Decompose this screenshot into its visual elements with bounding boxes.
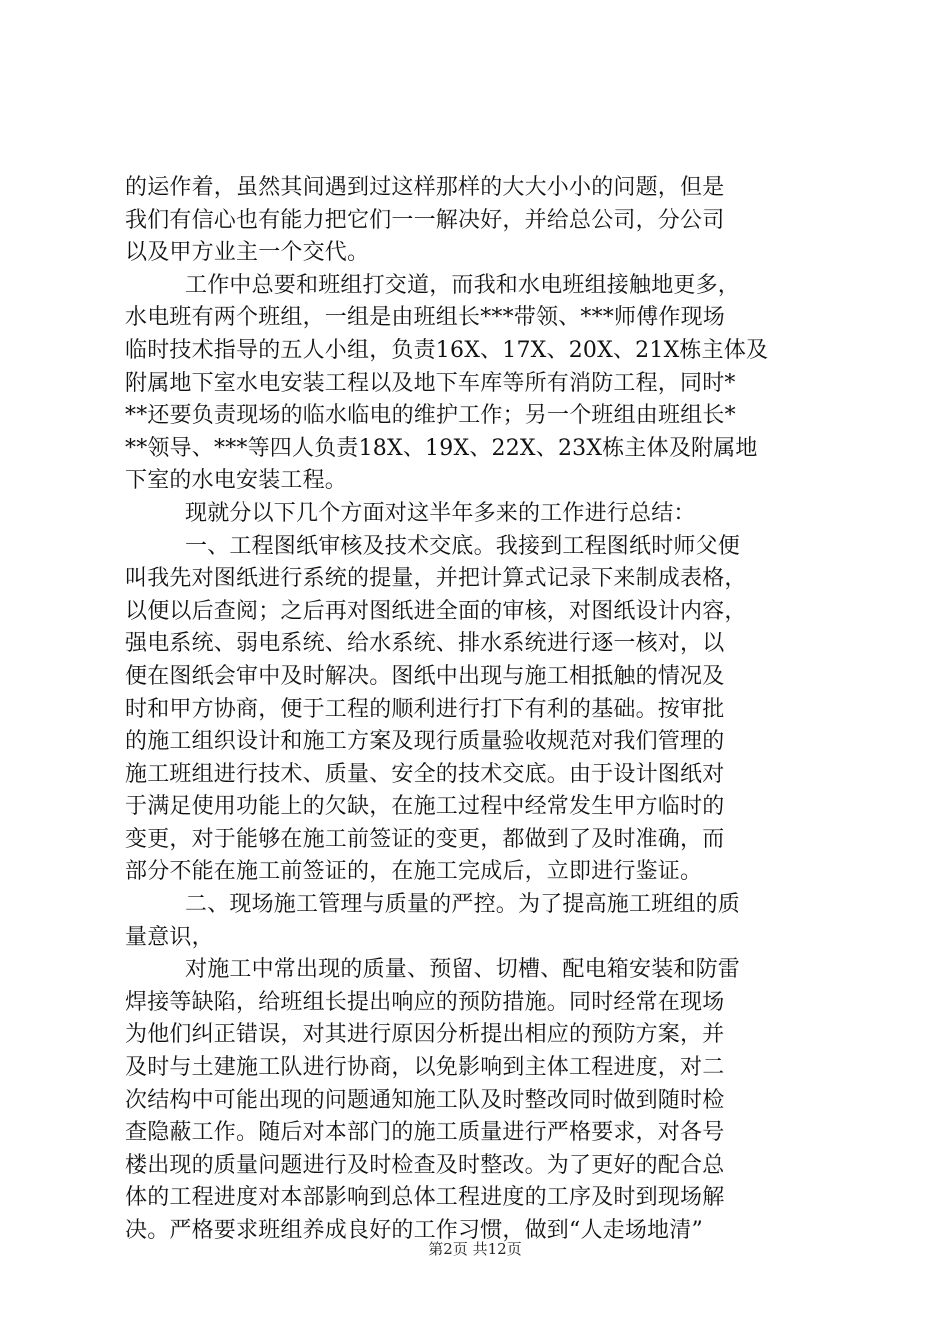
text-line: 体的工程进度对本部影响到总体工程进度的工序及时到现场解 (125, 1185, 725, 1211)
text-line: 临时技术指导的五人小组，负责16X、17X、20X、21X栋主体及 (125, 337, 769, 363)
body-text (125, 172, 837, 1248)
text-line: 二、现场施工管理与质量的严控。为了提高施工班组的质 (185, 892, 741, 918)
text-line: 楼出现的质量问题进行及时检查及时整改。为了更好的配合总 (125, 1152, 725, 1178)
text-line: 以便以后查阅；之后再对图纸进全面的审核，对图纸设计内容， (125, 598, 747, 624)
text-line: 次结构中可能出现的问题通知施工队及时整改同时做到随时检 (125, 1087, 725, 1113)
text-line: **还要负责现场的临水临电的维护工作；另一个班组由班组长* (125, 403, 736, 429)
text-line: 及时与土建施工队进行协商，以免影响到主体工程进度，对二 (125, 1055, 725, 1081)
text-line: 决。严格要求班组养成良好的工作习惯，做到“人走场地清” (125, 1218, 703, 1243)
text-line: 为他们纠正错误，对其进行原因分析提出相应的预防方案，并 (125, 1022, 725, 1048)
text-line: 的运作着，虽然其间遇到过这样那样的大大小小的问题，但是 (125, 175, 725, 200)
text-line: 附属地下室水电安装工程以及地下车库等所有消防工程，同时* (125, 370, 736, 396)
text-line: 叫我先对图纸进行系统的提量，并把计算式记录下来制成表格， (125, 566, 747, 592)
text-line: 一、工程图纸审核及技术交底。我接到工程图纸时师父便 (185, 533, 741, 559)
text-line: 下室的水电安装工程。 (125, 468, 348, 494)
text-line: 水电班有两个班组，一组是由班组长***带领、***师傅作现场 (125, 305, 726, 331)
text-line: 的施工组织设计和施工方案及现行质量验收规范对我们管理的 (125, 729, 725, 755)
text-line: 对施工中常出现的质量、预留、切槽、配电箱安装和防雷 (185, 957, 741, 983)
text-line: 量意识， (125, 924, 214, 950)
text-line: 施工班组进行技术、质量、安全的技术交底。由于设计图纸对 (125, 761, 725, 787)
text-line: 我们有信心也有能力把它们一一解决好，并给总公司，分公司 (125, 207, 725, 233)
page-number-footer: 第2页 共12页 (428, 1240, 522, 1258)
text-line: 焊接等缺陷，给班组长提出响应的预防措施。同时经常在现场 (125, 989, 725, 1015)
text-line: 便在图纸会审中及时解决。图纸中出现与施工相抵触的情况及 (125, 663, 725, 689)
text-line: 查隐蔽工作。随后对本部门的施工质量进行严格要求，对各号 (125, 1120, 725, 1146)
text-line: 时和甲方协商，便于工程的顺利进行打下有利的基础。按审批 (125, 696, 725, 722)
text-line: 变更，对于能够在施工前签证的变更，都做到了及时准确，而 (125, 826, 725, 852)
text-line: 以及甲方业主一个交代。 (125, 240, 370, 266)
text-line: 现就分以下几个方面对这半年多来的工作进行总结： (185, 500, 696, 526)
text-line: 工作中总要和班组打交道，而我和水电班组接触地更多， (185, 272, 741, 298)
text-line: **领导、***等四人负责18X、19X、22X、23X栋主体及附属地 (125, 435, 758, 461)
text-line: 部分不能在施工前签证的，在施工完成后，立即进行鉴证。 (125, 859, 703, 885)
text-line: 于满足使用功能上的欠缺，在施工过程中经常发生甲方临时的 (125, 794, 725, 820)
text-line: 强电系统、弱电系统、给水系统、排水系统进行逐一核对，以 (125, 631, 725, 657)
